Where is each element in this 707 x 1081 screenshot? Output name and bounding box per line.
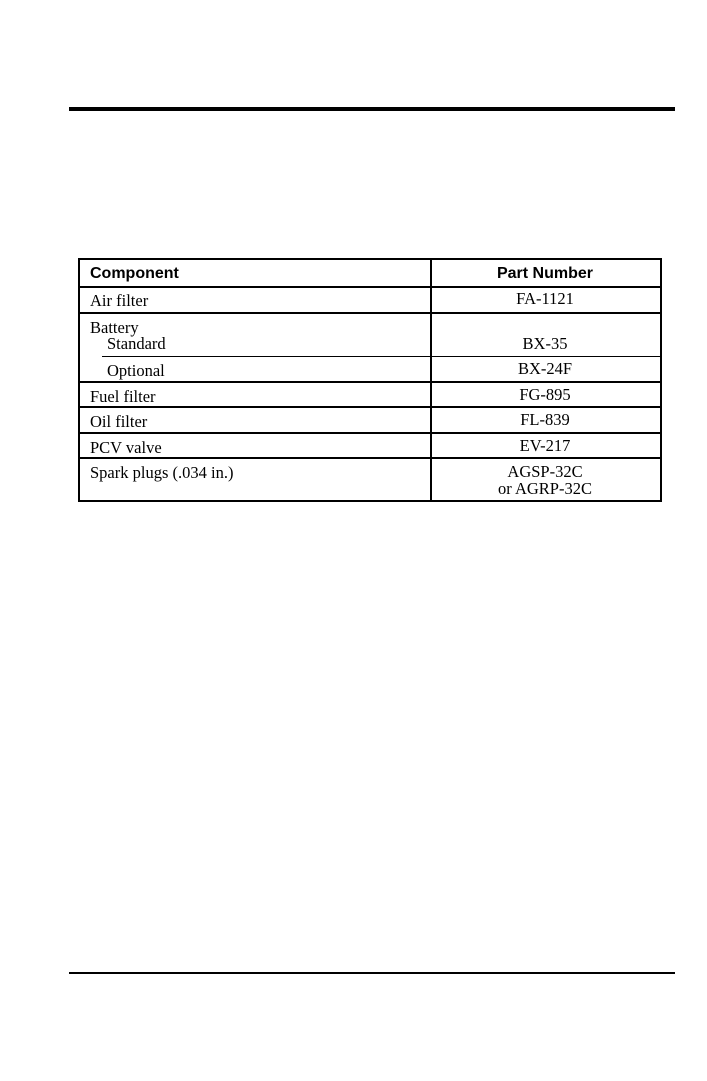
- part-fuel-filter: FG-895: [519, 385, 571, 404]
- component-pcv-valve: PCV valve: [90, 438, 162, 457]
- component-spark-plugs: Spark plugs (.034 in.): [90, 463, 234, 482]
- component-air-filter: Air filter: [90, 291, 149, 310]
- sub-row-divider: [102, 356, 660, 357]
- component-battery-optional: Optional: [107, 361, 165, 380]
- component-oil-filter: Oil filter: [90, 412, 148, 431]
- header-part-number: Part Number: [496, 265, 594, 282]
- parts-table: [78, 258, 662, 502]
- row-divider: [80, 406, 660, 408]
- part-air-filter: FA-1121: [516, 289, 574, 308]
- row-divider: [80, 457, 660, 459]
- row-divider: [80, 432, 660, 434]
- top-rule: [69, 107, 675, 111]
- part-spark-plugs: AGSP-32C: [507, 462, 583, 481]
- part-battery-standard: BX-35: [522, 334, 568, 353]
- component-fuel-filter: Fuel filter: [90, 387, 156, 406]
- header-component: Component: [90, 265, 179, 282]
- part-oil-filter: FL-839: [520, 410, 570, 429]
- component-battery-standard: Standard: [107, 334, 166, 353]
- part-battery-optional: BX-24F: [517, 359, 573, 378]
- header-divider: [80, 286, 660, 288]
- component-battery: Battery: [90, 318, 139, 337]
- bottom-rule: [69, 972, 675, 974]
- row-divider: [80, 312, 660, 314]
- part-pcv-valve: EV-217: [519, 436, 571, 455]
- part-spark-plugs-alt: or AGRP-32C: [498, 479, 592, 498]
- row-divider: [80, 381, 660, 383]
